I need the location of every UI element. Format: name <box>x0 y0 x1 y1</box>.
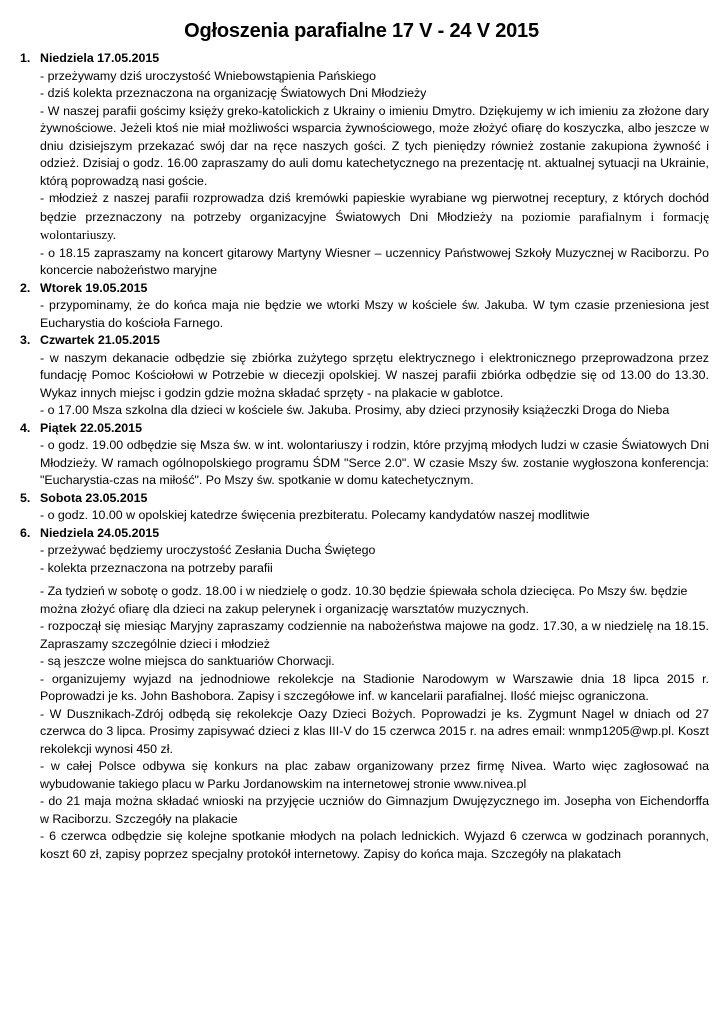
list-item: - 6 czerwca odbędzie się kolejne spotkanie młodych na polach lednickich. Wyjazd 6 czerwca w godzinach porannych, koszt 60 zł, zapisy poprzez specjalny protokół internetowy. Zapisy do końca maja. Szczegóły na plakatach <box>40 829 709 861</box>
section-1 <box>14 50 709 280</box>
list-item: - w całej Polsce odbywa się konkurs na plac zabaw organizowany przez firmę Nivea. Warto więc zagłosować na wybudowanie takiego placu w Parku Jordanowskim na internetowej stronie www.nivea.pl <box>40 759 709 791</box>
list-item: - dziś kolekta przeznaczona na organizację Światowych Dni Młodzieży <box>40 86 427 100</box>
page-title: Ogłoszenia parafialne 17 V - 24 V 2015 <box>184 20 539 42</box>
section-date: Niedziela 24.05.2015 <box>40 525 160 540</box>
list-item: - Za tydzień w sobotę o godz. 18.00 i w niedzielę o godz. 10.30 będzie śpiewała schola dziecięca. Po Mszy św. będzie można złożyć ofiarę dla dzieci na zakup pelerynek i organizację warsztatów muzycznych. <box>40 584 688 616</box>
list-item: - kolekta przeznaczona na potrzeby parafii <box>40 560 273 575</box>
section-date: Sobota 23.05.2015 <box>40 490 148 505</box>
list-item: - przeżywać będziemy uroczystość Zesłania Ducha Świętego <box>40 543 376 557</box>
section-number: 1. <box>20 51 31 65</box>
section-heading <box>14 490 709 508</box>
list-item: - w naszym dekanacie odbędzie się zbiórka zużytego sprzętu elektrycznego i elektronicznego przeprowadzona przez fundację Pomoc Kościołowi w Potrzebie w diecezji opolskiej. W naszej parafii zbiórka odbędzie się od 13.00 do 13.30. Wykaz innych miejsc i godzin gdzie można składać sprzęty - na plakacie w gablotce. <box>40 350 709 400</box>
list-item-serif-tail: na poziomie parafialnym i formację wolontariuszy. <box>40 208 709 242</box>
list-item: - W naszej parafii gościmy księży greko-katolickich z Ukrainy o imieniu Dmytro. Dziękujemy w ich imieniu za złożone dary żywnościowe. Jeżeli ktoś nie miał możliwości wsparcia żywnościowego, może złożyć ofiarę do koszyczka, albo jeszcze w dniu dzisiejszym przekazać swój dar na ręce naszych gości. Z tych pieniędzy również zostanie zakupiona żywność i odzież. Dzisiaj o godz. 16.00 zapraszamy do auli domu katechetycznego na prezentację nt. aktualnej sytuacji na Ukrainie, którą poprowadzą nasi goście. <box>40 103 709 188</box>
section-number: 5. <box>20 490 31 505</box>
section-date: Czwartek 21.05.2015 <box>40 333 160 347</box>
list-item: - przeżywamy dziś uroczystość Wniebowstąpienia Pańskiego <box>40 68 377 83</box>
section-heading <box>14 332 709 350</box>
section-number: 6. <box>20 525 31 540</box>
list-item: - W Dusznikach-Zdrój odbędą się rekolekcje Oazy Dzieci Bożych. Poprowadzi je ks. Zygmunt Nagel w dniach od 27 czerwca do 3 lipca. Prosimy zapisywać dzieci z klas III-V do 15 czerwca 2015 r. na adres email: wnmp1205@wp.pl. Koszt rekolekcji wynosi 450 zł. <box>40 706 709 756</box>
section-6 <box>14 525 709 864</box>
section-number: 2. <box>20 280 31 295</box>
section-heading <box>14 50 709 68</box>
section-2 <box>14 280 709 333</box>
list-item: - o godz. 19.00 odbędzie się Msza św. w int. wolontariuszy i rodzin, które przyjmą młodych ludzi w czasie Światowych Dni Młodzieży. W ramach ogólnopolskiego programu ŚDM "Serce 2.0". W czasie Mszy św. zostanie wygłoszona konferencja: "Eucharystia-czas na miłość". Po Mszy św. spotkanie w domu katechetycznym. <box>40 438 709 487</box>
list-item: - o godz. 10.00 w opolskiej katedrze święcenia prezbiteratu. Polecamy kandydatów naszej modlitwie <box>40 508 590 522</box>
list-item: - są jeszcze wolne miejsca do sanktuariów Chorwacji. <box>40 654 335 668</box>
list-item: - o 18.15 zapraszamy na koncert gitarowy Martyny Wiesner – uczennicy Państwowej Szkoły Muzycznej w Raciborzu. Po koncercie nabożeństwo maryjne <box>40 245 709 277</box>
section-5 <box>14 490 709 525</box>
list-item: - o 17.00 Msza szkolna dla dzieci w kościele św. Jakuba. Prosimy, aby dzieci przynosiły książeczki Droga do Nieba <box>40 403 670 417</box>
section-heading <box>14 420 709 438</box>
list-item-text: - młodzież z naszej parafii rozprowadza dziś kremówki papieskie wyrabiane wg pierwotnej receptury, z których dochód będzie przeznaczony na potrzeby organizacyjne Światowych Dni Młodzieży <box>40 191 709 224</box>
section-date: Niedziela 17.05.2015 <box>40 51 160 65</box>
list-item: - organizujemy wyjazd na jednodniowe rekolekcje na Stadionie Narodowym w Warszawie dnia 18 lipca 2015 r. Poprowadzi je ks. John Bashobora. Zapisy i szczegółowe inf. w kancelarii parafialnej. Ilość miejsc ograniczona. <box>40 671 709 703</box>
list-item: - rozpoczął się miesiąc Maryjny zapraszamy codziennie na nabożeństwa majowe na godz. 17.30, a w niedzielę na 18.15. Zapraszamy szczególnie dzieci i młodzież <box>40 619 709 651</box>
list-item <box>40 190 709 245</box>
list-item: - przypominamy, że do końca maja nie będzie we wtorki Mszy w kościele św. Jakuba. W tym czasie przeniesiona jest Eucharystia do kościoła Farnego. <box>40 298 709 330</box>
section-heading <box>14 280 709 298</box>
section-3 <box>14 332 709 420</box>
section-heading <box>14 525 709 543</box>
section-number: 3. <box>20 333 31 347</box>
section-4 <box>14 420 709 490</box>
section-number: 4. <box>20 420 31 435</box>
section-date: Wtorek 19.05.2015 <box>40 280 148 295</box>
list-item: - do 21 maja można składać wnioski na przyjęcie uczniów do Gimnazjum Dwujęzycznego im. Josepha von Eichendorffa w Raciborzu. Szczegóły na plakacie <box>40 794 709 826</box>
section-date: Piątek 22.05.2015 <box>40 420 142 435</box>
